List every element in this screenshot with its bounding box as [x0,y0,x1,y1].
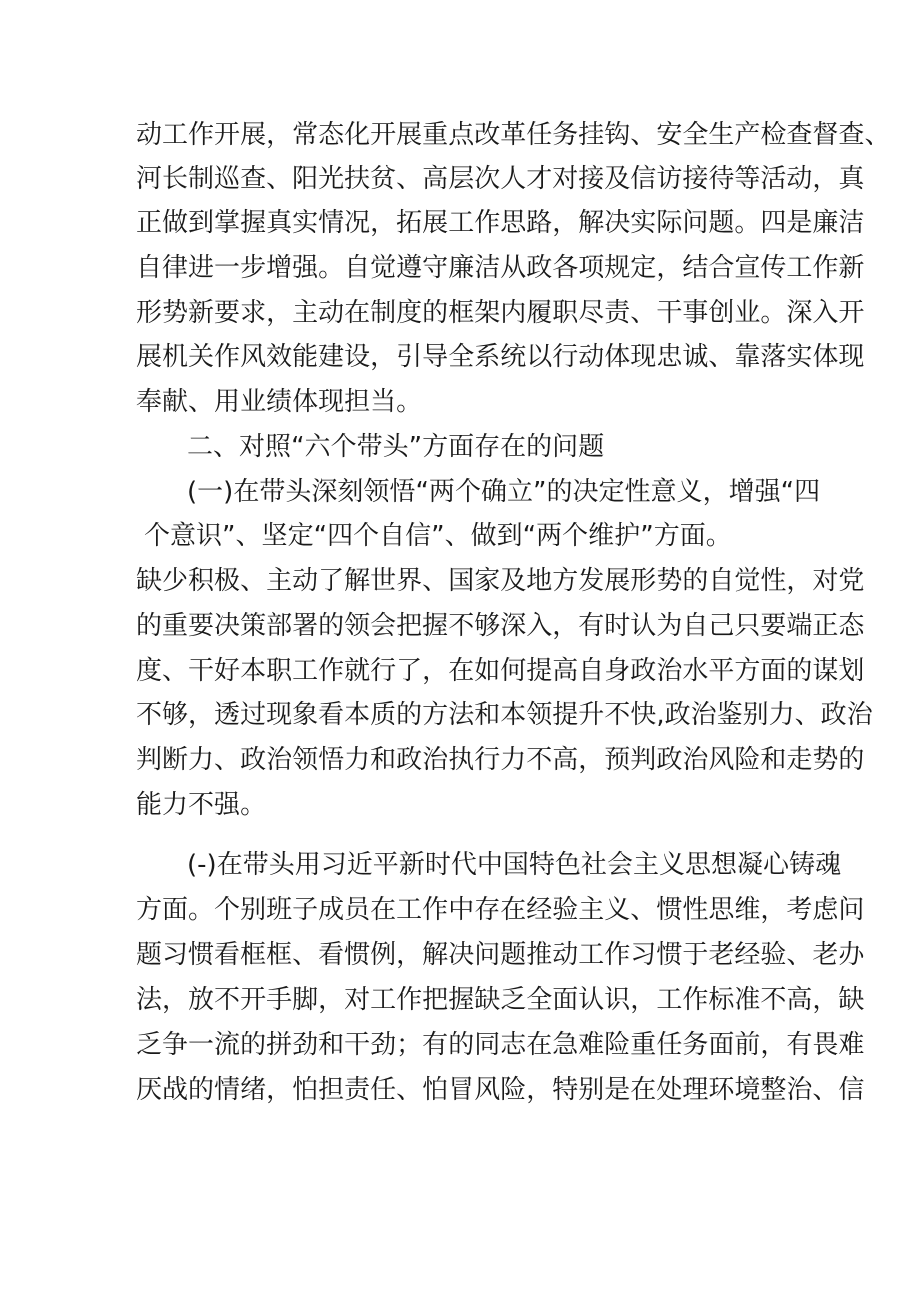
body-text-line: 乏 争 一 流 的 拼 劲 和 干 劲 ； 有 的 同 志 在 急 难 险 重 任 务 面 前 ， 有 畏 难 [136,1030,865,1060]
body-text-line: 的 重 要 决 策 部 署 的 领 会 把 握 不 够 深 入 ， 有 时 认 为 自 己 只 要 端 正 态 [136,611,865,641]
body-text-line: 自 律 进 一 步 增 强 。 自 觉 遵 守 廉 洁 从 政 各 项 规 定 ， 结 合 宣 传 工 作 新 [136,253,865,283]
body-text-line: 法 ， 放 不 开 手 脚 ， 对 工 作 把 握 缺 乏 全 面 认 识 ， 工 作 标 准 不 高 ， 缺 [136,985,865,1015]
body-text-line: 厌 战 的 情 绪 ， 怕 担 责 任 、 怕 冒 风 险 ， 特 别 是 在 处 理 环 境 整 治 、 信 [136,1075,865,1105]
body-text-line: 方 面 。 个 别 班 子 成 员 在 工 作 中 存 在 经 验 主 义 、 惯 性 思 维 ， 考 虑 问 [136,895,865,925]
subsection-heading: 个 意 识 ” 、 坚 定 “ 四 个 自 信 ” 、 做 到 “ 两 个 维 护 ” 方 面 。 [144,521,732,551]
body-text-line: 能 力 不 强 。 [136,790,267,820]
body-text-line: 度 、 干 好 本 职 工 作 就 行 了 ， 在 如 何 提 高 自 身 政 治 水 平 方 面 的 谋 划 [136,656,865,686]
subsection-heading: ( 一 ) 在 带 头 深 刻 领 悟 “ 两 个 确 立 ” 的 决 定 性 意 义 ， 增 强 “ 四 [187,477,821,507]
body-text-line: 题 习 惯 看 框 框 、 看 惯 例 ， 解 决 问 题 推 动 工 作 习 惯 于 老 经 验 、 老 办 [136,940,865,970]
body-text-line: 形 势 新 要 求 ， 主 动 在 制 度 的 框 架 内 履 职 尽 责 、 干 事 创 业 。 深 入 开 [136,298,865,328]
body-text-line: 正 做 到 掌 握 真 实 情 况 ， 拓 展 工 作 思 路 ， 解 决 实 际 问 题 。 四 是 廉 洁 [136,208,865,238]
body-text-line: 奉 献 、 用 业 绩 体 现 担 当 。 [136,387,423,417]
body-text-line: 缺 少 积 极 、 主 动 了 解 世 界 、 国 家 及 地 方 发 展 形 势 的 自 觉 性 ， 对 党 [136,566,865,596]
body-text-line: 动 工 作 开 展 ， 常 态 化 开 展 重 点 改 革 任 务 挂 钩 、 安 全 生 产 检 查 督 查 、 [136,120,891,150]
body-text-line: 河 长 制 巡 查 、 阳 光 扶 贫 、 高 层 次 人 才 对 接 及 信 访 接 待 等 活 动 ， 真 [136,164,865,194]
body-text-line: 不 够 ， 透 过 现 象 看 本 质 的 方 法 和 本 领 提 升 不 快 , 政 治 鉴 别 力 、 政 治 [136,700,873,730]
section-heading: 二 、 对 照 “ 六 个 带 头 ” 方 面 存 在 的 问 题 [187,432,605,462]
subsection-heading: ( - ) 在 带 头 用 习 近 平 新 时 代 中 国 特 色 社 会 主 义 思 想 凝 心 铸 魂 [187,850,842,880]
body-text-line: 判 断 力 、 政 治 领 悟 力 和 政 治 执 行 力 不 高 ， 预 判 政 治 风 险 和 走 势 的 [136,745,865,775]
body-text-line: 展 机 关 作 风 效 能 建 设 ， 引 导 全 系 统 以 行 动 体 现 忠 诚 、 靠 落 实 体 现 [136,342,865,372]
